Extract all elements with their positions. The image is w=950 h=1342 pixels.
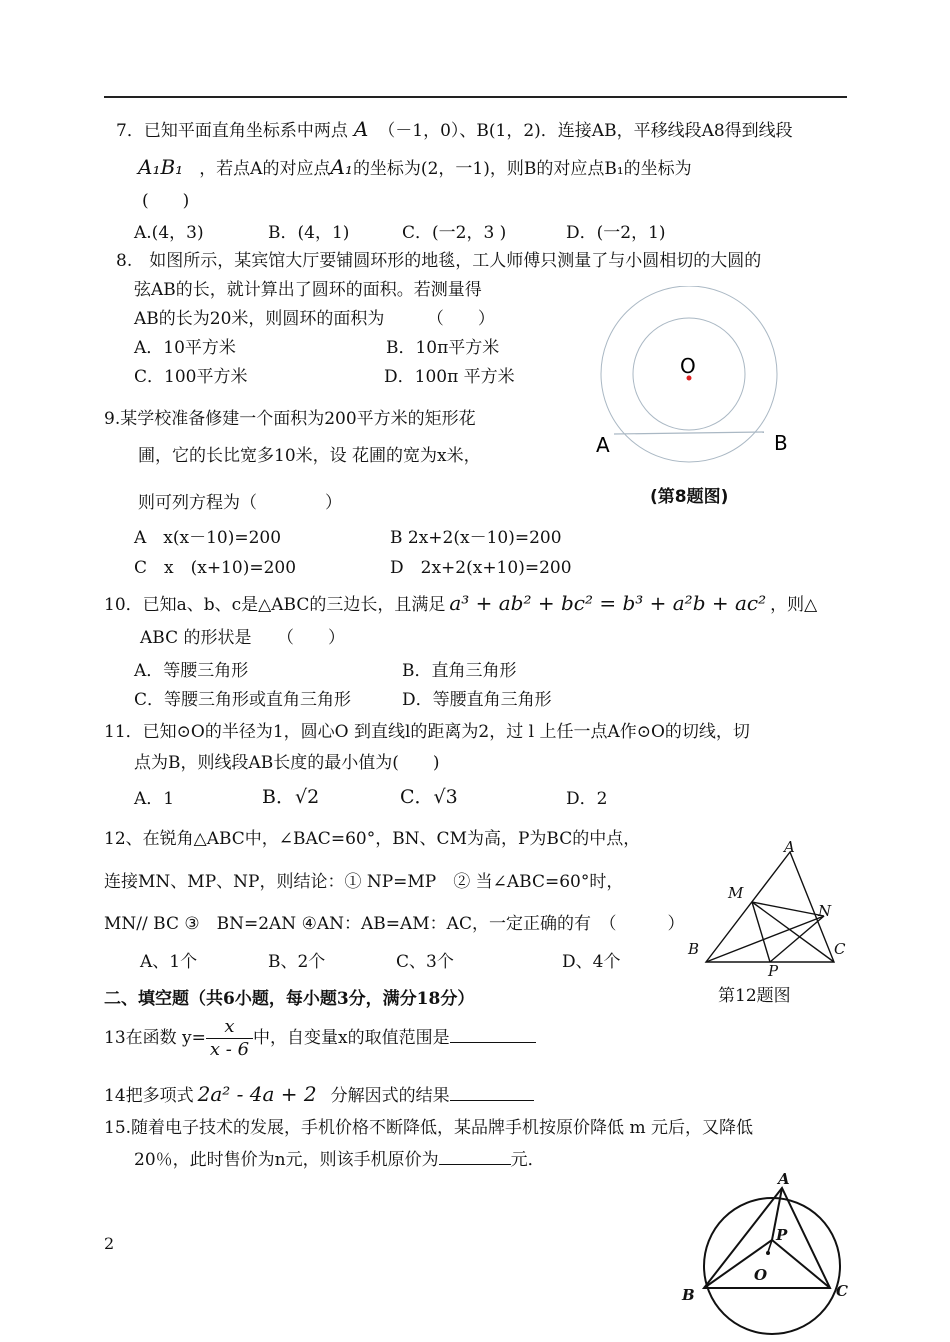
q15-figure-circle	[676, 1168, 866, 1342]
q12-option-a: A、1个	[140, 952, 198, 972]
q13-line: 13在函数 y= $\frac{x}{x - 6}$ 中，自变量x的取值范围是	[104, 1016, 536, 1061]
q12-label-p: P	[768, 962, 779, 980]
q9-option-c: C x (x+10)=200	[134, 558, 297, 578]
q12-line2: 连接MN、MP、NP，则结论：① NP=MP ② 当∠ABC=60°时，	[104, 872, 624, 892]
q13-fraction: $\frac{x}{x - 6}$	[206, 1016, 253, 1061]
q9-line2: 圃，它的长比宽多10米，设 花圃的宽为x米，	[138, 446, 481, 466]
q12-option-d: D、4个	[562, 952, 621, 972]
q9-line3: 则可列方程为（ ）	[138, 493, 342, 513]
q7-option-a: A.(4，3)	[134, 223, 204, 243]
q15-line2: 20％，此时售价为n元，则该手机原价为 元．	[134, 1150, 545, 1170]
q12-label-m: M	[728, 884, 744, 902]
q8-option-c: C．100平方米	[134, 367, 248, 387]
q10-option-d: D．等腰直角三角形	[402, 690, 552, 710]
q8-line3: AB的长为20米，则圆环的面积为 （ ）	[134, 309, 495, 329]
q12-option-b: B、2个	[268, 952, 326, 972]
q11-line2: 点为B，则线段AB长度的最小值为( )	[134, 753, 440, 773]
q10-option-c: C．等腰三角形或直角三角形	[134, 690, 352, 710]
q12-label-a: A	[784, 838, 795, 856]
q12-label-c: C	[834, 940, 846, 958]
q8-label-b: B	[774, 431, 788, 455]
q8-figure-annulus	[590, 286, 790, 476]
q7-option-b: B．(4，1)	[268, 223, 350, 243]
q12-line3: MN// BC ③ BN=2AN ④AN：AB=AM：AC，一定正确的有 （ ）	[104, 914, 685, 934]
q15-label-o: O	[754, 1266, 768, 1284]
q7-line1: 7．已知平面直角坐标系中两点 A （－1，0）、B(1，2)．连接AB，平移线段A8得到线段	[116, 117, 793, 141]
q11-option-d: D．2	[566, 789, 608, 809]
q12-figure-caption: 第12题图	[718, 986, 791, 1006]
q7-line2: A₁B₁ ，若点A的对应点A₁的坐标为(2，一1)，则B的对应点B₁的坐标为	[138, 155, 692, 179]
q9-option-b: B 2x+2(x－10)=200	[390, 528, 562, 548]
q10-line2: ABC 的形状是 （ ）	[140, 628, 345, 648]
q15-line1: 15.随着电子技术的发展，手机价格不断降低，某品牌手机按原价降低 m 元后，又降低	[104, 1118, 753, 1138]
q8-option-b: B．10π平方米	[386, 338, 500, 358]
q8-chord-ab	[614, 432, 764, 434]
q8-option-a: A．10平方米	[134, 338, 236, 358]
q15-label-p: P	[776, 1226, 788, 1244]
q8-option-d: D．100π 平方米	[384, 367, 515, 387]
q14-answer-blank[interactable]	[450, 1084, 534, 1101]
q12-line1: 12、在锐角△ABC中，∠BAC=60°，BN、CM为高，P为BC的中点，	[104, 829, 641, 849]
q9-option-a: A x(x－10)=200	[134, 528, 282, 548]
q12-triangle-abc	[706, 852, 834, 962]
q12-figure-triangle	[684, 836, 854, 982]
page-number: 2	[104, 1234, 115, 1253]
q8-line2: 弦AB的长，就计算出了圆环的面积。若测量得	[134, 280, 482, 300]
q11-option-a: A．1	[134, 789, 175, 809]
q10-formula: a³ + ab² + bc² = b³ + a²b + ac²	[449, 591, 767, 615]
q13-answer-blank[interactable]	[450, 1026, 536, 1043]
q15-segment-cp	[772, 1240, 830, 1288]
q15-answer-blank[interactable]	[439, 1148, 511, 1165]
q9-line1: 9.某学校准备修建一个面积为200平方米的矩形花	[104, 409, 476, 429]
q12-segment-mp	[752, 902, 770, 962]
q12-label-n: N	[818, 902, 832, 920]
q10-line1: 10．已知a、b、c是△ABC的三边长，且满足 a³ + ab² + bc² = b³ + a²b + ac² ，则△	[104, 591, 818, 615]
q8-label-o: O	[680, 354, 696, 378]
q15-label-c: C	[836, 1282, 848, 1300]
q9-option-d: D 2x+2(x+10)=200	[390, 558, 572, 578]
q8-label-a: A	[596, 433, 610, 457]
q7-option-c: C．(一2，3 )	[402, 223, 507, 243]
q8-line1: 8. 如图所示，某宾馆大厅要铺圆环形的地毯，工人师傅只测量了与小圆相切的大圆的	[116, 251, 762, 271]
q11-line1: 11．已知⊙O的半径为1，圆心O 到直线l的距离为2，过 l 上任一点A作⊙O的切线，切	[104, 722, 750, 742]
q12-option-c: C、3个	[396, 952, 454, 972]
header-rule	[104, 96, 847, 98]
q14-line: 14把多项式 2a² - 4a + 2 分解因式的结果	[104, 1083, 534, 1107]
q7-segment-a1b1: A₁B₁	[138, 155, 184, 179]
q15-label-b: B	[682, 1286, 695, 1304]
q15-center-dot	[766, 1251, 770, 1255]
q11-option-b: B．√2	[262, 786, 320, 808]
q11-option-c: C．√3	[400, 786, 458, 808]
q15-label-a: A	[778, 1170, 790, 1188]
q12-segment-np	[770, 916, 824, 962]
q7-paren: ( )	[142, 191, 190, 211]
q7-point-a1: A₁	[330, 155, 353, 179]
q10-option-a: A．等腰三角形	[134, 661, 249, 681]
section-2-title: 二、填空题（共6小题，每小题3分，满分18分）	[104, 989, 475, 1009]
q7-option-d: D．(一2，1)	[566, 223, 666, 243]
q8-figure-caption: (第8题图)	[650, 487, 729, 507]
q7-point-a: A	[353, 117, 369, 141]
q12-label-b: B	[688, 940, 700, 958]
q10-option-b: B．直角三角形	[402, 661, 517, 681]
q14-expression: 2a² - 4a + 2	[197, 1082, 317, 1106]
